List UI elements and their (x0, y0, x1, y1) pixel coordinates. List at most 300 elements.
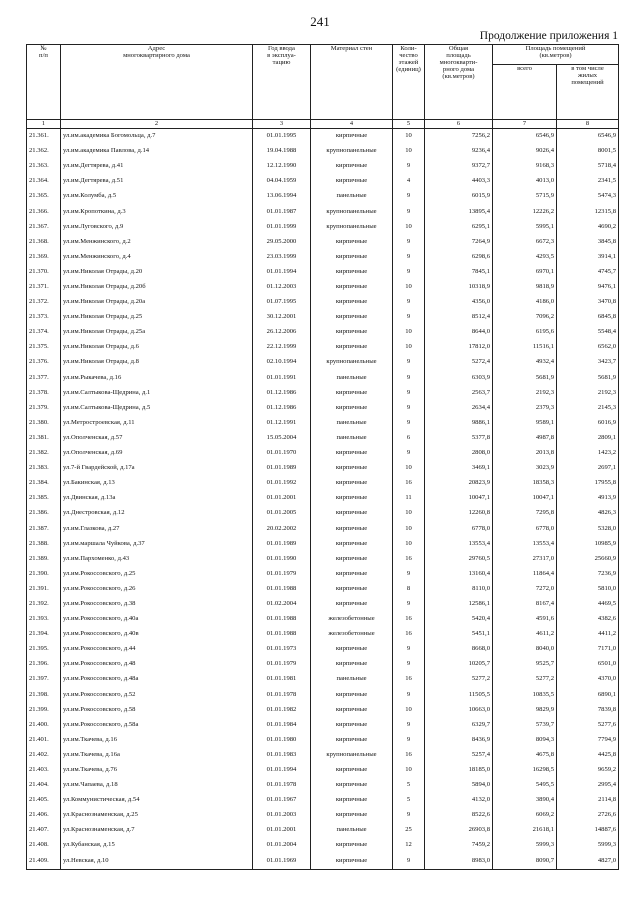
total-area-cell: 12586,1 (425, 597, 493, 612)
total-area-cell: 6303,9 (425, 371, 493, 386)
material-cell: крупнопанельные (311, 220, 393, 235)
area-all-cell: 7096,2 (493, 310, 557, 325)
living-area-cell: 2995,4 (557, 778, 619, 793)
area-all-cell: 9589,1 (493, 416, 557, 431)
column-number: 6 (425, 120, 493, 129)
year-cell: 01.01.2003 (253, 808, 311, 823)
floors-cell: 9 (393, 733, 425, 748)
floors-cell: 16 (393, 672, 425, 687)
year-cell: 13.06.1994 (253, 189, 311, 204)
column-number: 1 (27, 120, 61, 129)
address-cell: ул.им.Рокоссовского, д.58а (61, 718, 253, 733)
living-area-cell: 25660,9 (557, 552, 619, 567)
row-number: 21.361. (27, 129, 61, 145)
area-all-cell: 9525,7 (493, 657, 557, 672)
total-area-cell: 12260,8 (425, 506, 493, 521)
material-cell: кирпичные (311, 446, 393, 461)
year-cell: 01.01.1989 (253, 537, 311, 552)
address-cell: ул.им.Дегтярева, д.51 (61, 174, 253, 189)
floors-cell: 9 (393, 371, 425, 386)
floors-cell: 9 (393, 808, 425, 823)
table-row (27, 778, 619, 793)
material-cell: кирпичные (311, 461, 393, 476)
column-number: 2 (61, 120, 253, 129)
year-cell: 01.01.1994 (253, 265, 311, 280)
floors-cell: 9 (393, 567, 425, 582)
material-cell: кирпичные (311, 310, 393, 325)
table-row (27, 567, 619, 582)
column-number: 8 (557, 120, 619, 129)
address-cell: ул.Метростроевская, д.11 (61, 416, 253, 431)
header-floors: Коли- чество этажей (единиц) (393, 45, 425, 120)
year-cell: 01.01.1988 (253, 612, 311, 627)
living-area-cell: 4690,2 (557, 220, 619, 235)
material-cell: кирпичные (311, 597, 393, 612)
total-area-cell: 7264,9 (425, 235, 493, 250)
total-area-cell: 26903,8 (425, 823, 493, 838)
area-all-cell: 5995,1 (493, 220, 557, 235)
year-cell: 29.05.2000 (253, 235, 311, 250)
living-area-cell: 17955,8 (557, 476, 619, 491)
floors-cell: 10 (393, 325, 425, 340)
year-cell: 01.01.1989 (253, 461, 311, 476)
address-cell: ул.им.Рокоссовского, д.40а (61, 612, 253, 627)
living-area-cell: 2726,6 (557, 808, 619, 823)
floors-cell: 16 (393, 476, 425, 491)
living-area-cell: 6562,0 (557, 340, 619, 355)
year-cell: 01.07.1995 (253, 295, 311, 310)
area-all-cell: 18358,3 (493, 476, 557, 491)
year-cell: 01.12.1991 (253, 416, 311, 431)
table-row (27, 386, 619, 401)
row-number: 21.398. (27, 687, 61, 702)
table-row (27, 189, 619, 204)
total-area-cell: 7845,1 (425, 265, 493, 280)
address-cell: ул.им.Рокоссовского, д.48а (61, 672, 253, 687)
living-area-cell: 8001,5 (557, 144, 619, 159)
table-row (27, 235, 619, 250)
row-number: 21.374. (27, 325, 61, 340)
table-row (27, 220, 619, 235)
floors-cell: 10 (393, 220, 425, 235)
row-number: 21.395. (27, 642, 61, 657)
table-row (27, 854, 619, 870)
year-cell: 01.01.1988 (253, 627, 311, 642)
address-cell: ул.им.Николая Отрады, д.6 (61, 340, 253, 355)
address-cell: ул.им.маршала Чуйкова, д.37 (61, 537, 253, 552)
row-number: 21.380. (27, 416, 61, 431)
row-number: 21.405. (27, 793, 61, 808)
floors-cell: 4 (393, 174, 425, 189)
floors-cell: 10 (393, 521, 425, 536)
living-area-cell: 4827,0 (557, 854, 619, 870)
row-number: 21.362. (27, 144, 61, 159)
year-cell: 01.01.2004 (253, 838, 311, 853)
living-area-cell: 2192,3 (557, 386, 619, 401)
address-cell: ул.им.Рокоссовского, д.44 (61, 642, 253, 657)
living-area-cell: 6845,8 (557, 310, 619, 325)
area-all-cell: 2379,3 (493, 401, 557, 416)
address-cell: ул.Ополченская, д.57 (61, 431, 253, 446)
area-all-cell: 2192,3 (493, 386, 557, 401)
total-area-cell: 5451,1 (425, 627, 493, 642)
year-cell: 01.02.2004 (253, 597, 311, 612)
continuation-caption: Продолжение приложения 1 (479, 30, 618, 42)
living-area-cell: 4745,7 (557, 265, 619, 280)
year-cell: 01.12.1986 (253, 386, 311, 401)
address-cell: ул.им.Салтыкова-Щедрина, д.5 (61, 401, 253, 416)
address-cell: ул.им.Николая Отрады, д.25а (61, 325, 253, 340)
area-all-cell: 12226,2 (493, 204, 557, 219)
address-cell: ул.им.Николая Отрады, д.25 (61, 310, 253, 325)
material-cell: кирпичные (311, 567, 393, 582)
table-row (27, 763, 619, 778)
living-area-cell: 10985,9 (557, 537, 619, 552)
total-area-cell: 20823,9 (425, 476, 493, 491)
year-cell: 01.01.1999 (253, 220, 311, 235)
total-area-cell: 9372,7 (425, 159, 493, 174)
floors-cell: 10 (393, 537, 425, 552)
floors-cell: 10 (393, 340, 425, 355)
year-cell: 01.01.1967 (253, 793, 311, 808)
column-number: 4 (311, 120, 393, 129)
total-area-cell: 6295,1 (425, 220, 493, 235)
floors-cell: 16 (393, 552, 425, 567)
row-number: 21.385. (27, 491, 61, 506)
floors-cell: 9 (393, 295, 425, 310)
floors-cell: 9 (393, 401, 425, 416)
year-cell: 01.01.1981 (253, 672, 311, 687)
table-row (27, 204, 619, 219)
material-cell: кирпичные (311, 250, 393, 265)
table-row (27, 325, 619, 340)
area-all-cell: 9818,9 (493, 280, 557, 295)
area-all-cell: 21618,1 (493, 823, 557, 838)
table-row (27, 808, 619, 823)
row-number: 21.376. (27, 355, 61, 370)
row-number: 21.388. (27, 537, 61, 552)
material-cell: панельные (311, 823, 393, 838)
material-cell: кирпичные (311, 340, 393, 355)
living-area-cell: 4469,5 (557, 597, 619, 612)
row-number: 21.373. (27, 310, 61, 325)
year-cell: 01.12.1986 (253, 401, 311, 416)
year-cell: 12.12.1990 (253, 159, 311, 174)
material-cell: кирпичные (311, 763, 393, 778)
living-area-cell: 3470,8 (557, 295, 619, 310)
floors-cell: 5 (393, 793, 425, 808)
row-number: 21.404. (27, 778, 61, 793)
total-area-cell: 8644,0 (425, 325, 493, 340)
header-area-living: в том числе жилых помещений (557, 65, 619, 120)
total-area-cell: 6298,6 (425, 250, 493, 265)
material-cell: кирпичные (311, 808, 393, 823)
living-area-cell: 5277,6 (557, 718, 619, 733)
column-number: 3 (253, 120, 311, 129)
material-cell: панельные (311, 672, 393, 687)
floors-cell: 16 (393, 627, 425, 642)
material-cell: крупнопанельные (311, 355, 393, 370)
table-row (27, 733, 619, 748)
row-number: 21.364. (27, 174, 61, 189)
address-cell: ул.им.Менжинского, д.2 (61, 235, 253, 250)
row-number: 21.378. (27, 386, 61, 401)
row-number: 21.386. (27, 506, 61, 521)
year-cell: 01.01.1991 (253, 371, 311, 386)
material-cell: кирпичные (311, 778, 393, 793)
table-row (27, 612, 619, 627)
table-row (27, 627, 619, 642)
total-area-cell: 7256,2 (425, 129, 493, 145)
material-cell: кирпичные (311, 687, 393, 702)
area-all-cell: 6778,0 (493, 521, 557, 536)
area-all-cell: 8167,4 (493, 597, 557, 612)
material-cell: кирпичные (311, 793, 393, 808)
material-cell: панельные (311, 371, 393, 386)
material-cell: кирпичные (311, 159, 393, 174)
page-number: 241 (310, 14, 330, 29)
address-cell: ул.Краснознаменская, д.7 (61, 823, 253, 838)
living-area-cell: 5474,3 (557, 189, 619, 204)
table-row (27, 159, 619, 174)
table-row (27, 823, 619, 838)
area-all-cell: 6546,9 (493, 129, 557, 145)
header-year: Год ввода в эксплуа- тацию (253, 45, 311, 120)
area-all-cell: 13553,4 (493, 537, 557, 552)
address-cell: ул.им.Чапаева, д.18 (61, 778, 253, 793)
material-cell: кирпичные (311, 733, 393, 748)
row-number: 21.371. (27, 280, 61, 295)
area-all-cell: 5739,7 (493, 718, 557, 733)
total-area-cell: 13160,4 (425, 567, 493, 582)
address-cell: ул.им.Николая Отрады, д.20б (61, 280, 253, 295)
living-area-cell: 7839,8 (557, 703, 619, 718)
table-row (27, 582, 619, 597)
column-numbers-row (27, 120, 619, 129)
row-number: 21.399. (27, 703, 61, 718)
floors-cell: 9 (393, 189, 425, 204)
living-area-cell: 14887,6 (557, 823, 619, 838)
address-cell: ул.им.Ткачева, д.76 (61, 763, 253, 778)
living-area-cell: 4411,2 (557, 627, 619, 642)
address-cell: ул.им.Ткачева, д.16 (61, 733, 253, 748)
row-number: 21.392. (27, 597, 61, 612)
row-number: 21.383. (27, 461, 61, 476)
row-number: 21.407. (27, 823, 61, 838)
total-area-cell: 9236,4 (425, 144, 493, 159)
table-row (27, 461, 619, 476)
area-all-cell: 11864,4 (493, 567, 557, 582)
row-number: 21.403. (27, 763, 61, 778)
address-cell: ул.им.Дегтярева, д.41 (61, 159, 253, 174)
year-cell: 19.04.1988 (253, 144, 311, 159)
living-area-cell: 2697,1 (557, 461, 619, 476)
floors-cell: 9 (393, 355, 425, 370)
living-area-cell: 4425,8 (557, 748, 619, 763)
living-area-cell: 4382,6 (557, 612, 619, 627)
material-cell: крупнопанельные (311, 748, 393, 763)
year-cell: 01.01.1982 (253, 703, 311, 718)
living-area-cell: 7236,9 (557, 567, 619, 582)
area-all-cell: 4186,0 (493, 295, 557, 310)
address-cell: ул.Невская, д.10 (61, 854, 253, 870)
material-cell: панельные (311, 416, 393, 431)
address-cell: ул.им.Рокоссовского, д.58 (61, 703, 253, 718)
area-all-cell: 4293,5 (493, 250, 557, 265)
table-row (27, 672, 619, 687)
living-area-cell: 6890,1 (557, 687, 619, 702)
total-area-cell: 5277,2 (425, 672, 493, 687)
area-all-cell: 6195,6 (493, 325, 557, 340)
area-all-cell: 10835,5 (493, 687, 557, 702)
row-number: 21.387. (27, 521, 61, 536)
table-row (27, 355, 619, 370)
table-row (27, 793, 619, 808)
year-cell: 01.01.1995 (253, 129, 311, 145)
area-all-cell: 5277,2 (493, 672, 557, 687)
floors-cell: 9 (393, 265, 425, 280)
area-all-cell: 16298,5 (493, 763, 557, 778)
address-cell: ул.Двинская, д.13а (61, 491, 253, 506)
total-area-cell: 13895,4 (425, 204, 493, 219)
total-area-cell: 5272,4 (425, 355, 493, 370)
material-cell: кирпичные (311, 521, 393, 536)
floors-cell: 9 (393, 250, 425, 265)
address-cell: ул.Днестровская, д.12 (61, 506, 253, 521)
table-row (27, 310, 619, 325)
floors-cell: 9 (393, 446, 425, 461)
address-cell: ул.им.Рокоссовского, д.40в (61, 627, 253, 642)
material-cell: железобетонные (311, 612, 393, 627)
total-area-cell: 13553,4 (425, 537, 493, 552)
total-area-cell: 2634,4 (425, 401, 493, 416)
table-row (27, 657, 619, 672)
floors-cell: 10 (393, 703, 425, 718)
row-number: 21.367. (27, 220, 61, 235)
header-total-area: Общая площадь многокварти- рного дома (кв.метров) (425, 45, 493, 120)
living-area-cell: 3423,7 (557, 355, 619, 370)
floors-cell: 11 (393, 491, 425, 506)
material-cell: железобетонные (311, 627, 393, 642)
area-all-cell: 11516,1 (493, 340, 557, 355)
year-cell: 01.01.1992 (253, 476, 311, 491)
total-area-cell: 3469,1 (425, 461, 493, 476)
total-area-cell: 10205,7 (425, 657, 493, 672)
row-number: 21.377. (27, 371, 61, 386)
row-number: 21.390. (27, 567, 61, 582)
table-row (27, 265, 619, 280)
total-area-cell: 8512,4 (425, 310, 493, 325)
total-area-cell: 18185,0 (425, 763, 493, 778)
floors-cell: 9 (393, 235, 425, 250)
living-area-cell: 1423,2 (557, 446, 619, 461)
column-number: 7 (493, 120, 557, 129)
address-cell: ул.Кубанская, д.15 (61, 838, 253, 853)
table-row (27, 506, 619, 521)
total-area-cell: 8110,0 (425, 582, 493, 597)
row-number: 21.370. (27, 265, 61, 280)
material-cell: кирпичные (311, 280, 393, 295)
year-cell: 02.10.1994 (253, 355, 311, 370)
area-all-cell: 4675,8 (493, 748, 557, 763)
table-row (27, 491, 619, 506)
address-cell: ул.им.Кропоткина, д.3 (61, 204, 253, 219)
living-area-cell: 5548,4 (557, 325, 619, 340)
table-row (27, 703, 619, 718)
total-area-cell: 29760,5 (425, 552, 493, 567)
area-all-cell: 5999,3 (493, 838, 557, 853)
floors-cell: 12 (393, 838, 425, 853)
area-all-cell: 2013,8 (493, 446, 557, 461)
row-number: 21.365. (27, 189, 61, 204)
table-row (27, 295, 619, 310)
year-cell: 23.03.1999 (253, 250, 311, 265)
table-row (27, 340, 619, 355)
living-area-cell: 4370,0 (557, 672, 619, 687)
table-row (27, 838, 619, 853)
row-number: 21.381. (27, 431, 61, 446)
living-area-cell: 5328,0 (557, 521, 619, 536)
year-cell: 01.01.2005 (253, 506, 311, 521)
living-area-cell: 6016,9 (557, 416, 619, 431)
row-number: 21.389. (27, 552, 61, 567)
area-all-cell: 4987,8 (493, 431, 557, 446)
area-all-cell: 8040,0 (493, 642, 557, 657)
area-all-cell: 4591,6 (493, 612, 557, 627)
total-area-cell: 5377,8 (425, 431, 493, 446)
year-cell: 01.01.1984 (253, 718, 311, 733)
living-area-cell: 5999,3 (557, 838, 619, 853)
year-cell: 01.01.1987 (253, 204, 311, 219)
floors-cell: 9 (393, 159, 425, 174)
year-cell: 01.01.1970 (253, 446, 311, 461)
material-cell: панельные (311, 431, 393, 446)
year-cell: 01.01.1973 (253, 642, 311, 657)
total-area-cell: 2563,7 (425, 386, 493, 401)
total-area-cell: 10663,0 (425, 703, 493, 718)
living-area-cell: 12315,8 (557, 204, 619, 219)
header-num: № п/п (27, 45, 61, 120)
floors-cell: 9 (393, 657, 425, 672)
year-cell: 01.01.1978 (253, 778, 311, 793)
living-area-cell: 3845,8 (557, 235, 619, 250)
table-row (27, 537, 619, 552)
total-area-cell: 8983,0 (425, 854, 493, 870)
material-cell: кирпичные (311, 537, 393, 552)
table-row (27, 431, 619, 446)
living-area-cell: 6546,9 (557, 129, 619, 145)
area-all-cell: 5715,9 (493, 189, 557, 204)
material-cell: кирпичные (311, 476, 393, 491)
living-area-cell: 5681,9 (557, 371, 619, 386)
row-number: 21.372. (27, 295, 61, 310)
total-area-cell: 6329,7 (425, 718, 493, 733)
material-cell: кирпичные (311, 295, 393, 310)
row-number: 21.408. (27, 838, 61, 853)
address-cell: ул.им.Рокоссовского, д.52 (61, 687, 253, 702)
material-cell: кирпичные (311, 657, 393, 672)
address-cell: ул.7-й Гвардейской, д.17а (61, 461, 253, 476)
row-number: 21.396. (27, 657, 61, 672)
floors-cell: 10 (393, 461, 425, 476)
year-cell: 01.01.1994 (253, 763, 311, 778)
area-all-cell: 9168,3 (493, 159, 557, 174)
address-cell: ул.им.академика Богомольца, д.7 (61, 129, 253, 145)
floors-cell: 9 (393, 310, 425, 325)
total-area-cell: 6015,9 (425, 189, 493, 204)
row-number: 21.379. (27, 401, 61, 416)
row-number: 21.400. (27, 718, 61, 733)
